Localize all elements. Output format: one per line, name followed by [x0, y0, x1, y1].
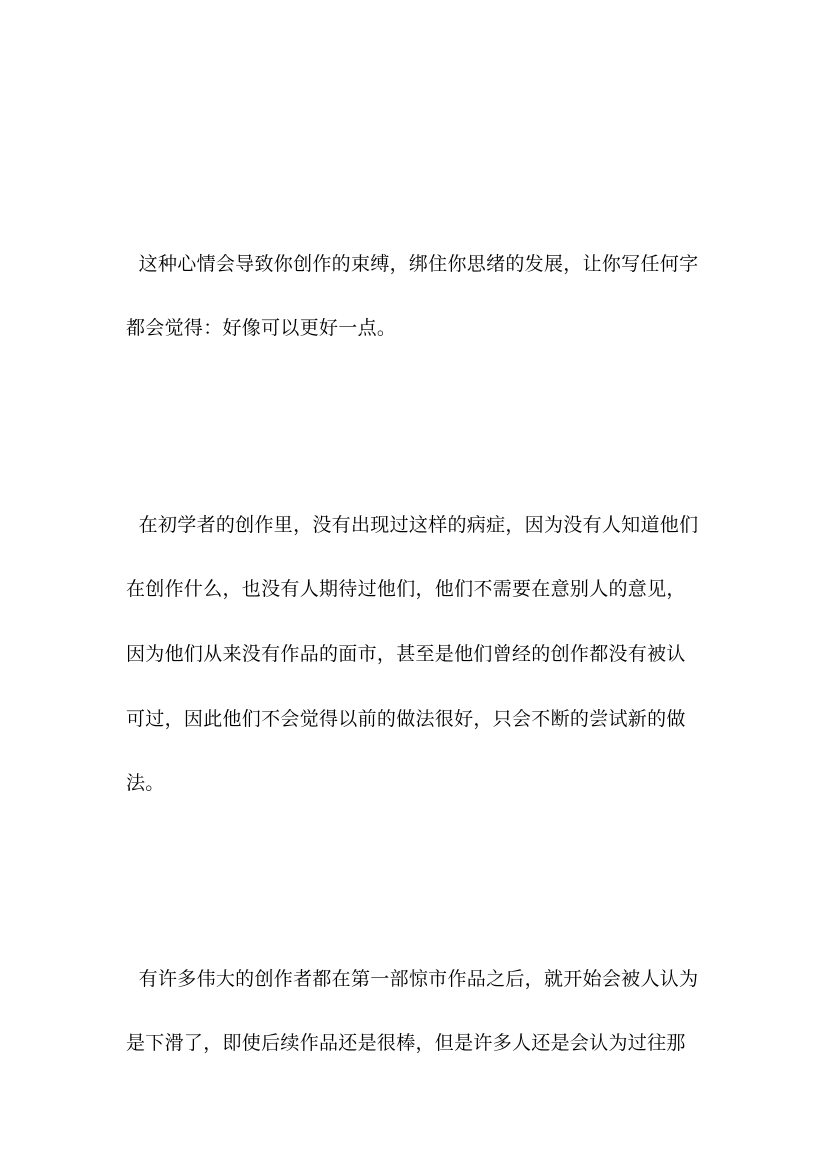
paragraph-1-line-1: 这种心情会导致你创作的束缚，绑住你思绪的发展，让你写任何字	[126, 253, 699, 275]
paragraph-3-line-1: 有许多伟大的创作者都在第一部惊市作品之后，就开始会被人认为	[126, 968, 699, 990]
paragraph-2-line-1: 在初学者的创作里，没有出现过这样的病症，因为没有人知道他们	[126, 514, 699, 536]
paragraph-1-line-2: 都会觉得：好像可以更好一点。	[126, 317, 397, 339]
paragraph-3-line-2: 是下滑了，即使后续作品还是很棒，但是许多人还是会认为过往那	[126, 1032, 686, 1054]
paragraph-2-line-3: 因为他们从来没有作品的面市，甚至是他们曾经的创作都没有被认	[126, 643, 686, 665]
paragraph-2-line-4: 可过，因此他们不会觉得以前的做法很好，只会不断的尝试新的做	[126, 708, 686, 730]
paragraph-2-line-5: 法。	[126, 772, 165, 794]
paragraph-2-line-2: 在创作什么，也没有人期待过他们，他们不需要在意别人的意见，	[126, 578, 686, 600]
